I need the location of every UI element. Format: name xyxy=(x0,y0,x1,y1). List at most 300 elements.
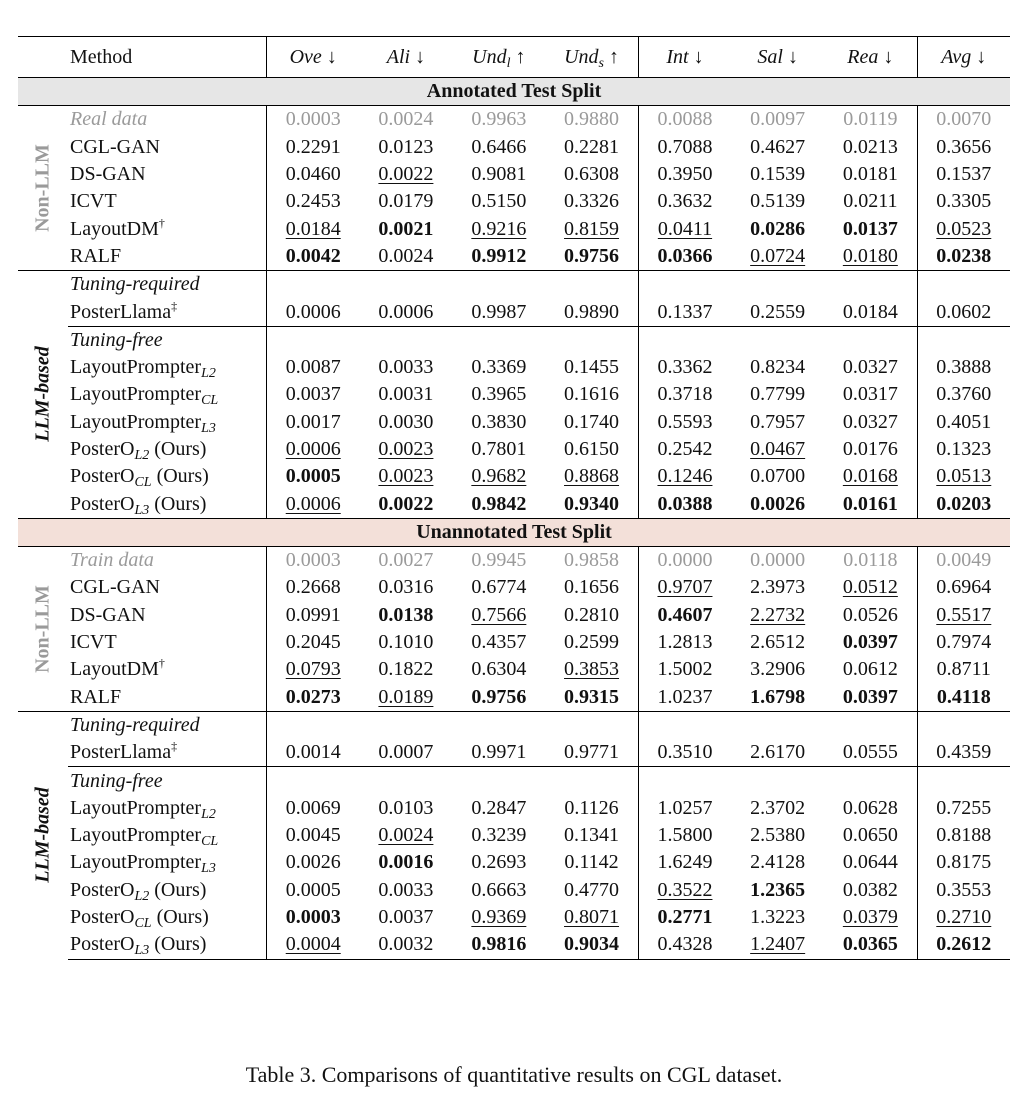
value-cell xyxy=(731,739,824,767)
value: 0.6304 xyxy=(471,658,527,681)
value-cell xyxy=(824,215,917,242)
value-cell xyxy=(731,849,824,876)
value: 0.0097 xyxy=(750,108,806,131)
value: 0.9945 xyxy=(471,549,527,572)
metric-name: Avg xyxy=(941,45,972,68)
method-subscript: L2 xyxy=(134,888,150,904)
value: 0.0000 xyxy=(750,549,806,572)
value: 0.4328 xyxy=(657,933,713,956)
method-name xyxy=(68,188,267,215)
value-cell xyxy=(545,822,638,849)
value-cell xyxy=(824,381,917,408)
empty-cell xyxy=(917,711,1010,739)
value: 0.4051 xyxy=(936,410,992,433)
value-cell xyxy=(917,629,1010,656)
value-cell xyxy=(917,298,1010,326)
method-suffix: (Ours) xyxy=(151,906,209,929)
empty-cell xyxy=(731,326,824,354)
value: 0.1323 xyxy=(936,438,992,460)
method-label: PosterO xyxy=(70,492,135,515)
value: 0.0700 xyxy=(750,465,806,488)
method-name xyxy=(68,490,267,518)
method-subscript: L2 xyxy=(134,448,150,463)
value: 0.0037 xyxy=(285,383,341,406)
empty-cell xyxy=(359,767,452,795)
value: 0.0087 xyxy=(285,356,341,379)
value: 0.0273 xyxy=(285,685,341,708)
value-cell xyxy=(731,574,824,601)
method-label: Train data xyxy=(70,549,154,572)
value: 0.3888 xyxy=(936,356,992,379)
value-cell xyxy=(359,822,452,849)
method-label: LayoutPrompter xyxy=(70,796,202,819)
value-cell xyxy=(545,354,638,381)
value-cell xyxy=(545,436,638,463)
value-cell xyxy=(545,849,638,876)
table-row xyxy=(18,463,1010,490)
value: 0.0189 xyxy=(378,685,434,708)
value: 0.1010 xyxy=(378,631,434,654)
value: 0.2045 xyxy=(285,631,341,654)
value: 1.0257 xyxy=(657,796,713,819)
value: 0.9340 xyxy=(564,492,620,515)
empty-cell xyxy=(638,711,731,739)
value: 0.1142 xyxy=(564,851,619,874)
value: 0.6964 xyxy=(936,576,992,599)
metric-arrow: ↓ xyxy=(787,45,798,68)
value: 0.3553 xyxy=(936,878,992,901)
value: 1.3223 xyxy=(750,906,806,929)
value: 0.0014 xyxy=(285,741,341,764)
split-title-row xyxy=(18,78,1010,106)
value-cell xyxy=(731,629,824,656)
value-cell xyxy=(917,490,1010,518)
value: 0.4607 xyxy=(657,603,713,626)
value-cell xyxy=(545,877,638,904)
empty-cell xyxy=(917,271,1010,299)
value: 0.1337 xyxy=(657,300,713,323)
value: 0.0650 xyxy=(842,824,898,847)
value-cell xyxy=(452,215,545,242)
value: 0.0316 xyxy=(378,576,434,599)
value: 0.9890 xyxy=(564,300,620,323)
value: 0.1537 xyxy=(936,163,992,186)
table-row xyxy=(18,409,1010,436)
empty-cell xyxy=(638,326,731,354)
table-row xyxy=(18,795,1010,822)
value: 0.0005 xyxy=(285,878,341,901)
value-cell xyxy=(638,188,731,215)
header-group-spacer xyxy=(18,37,68,78)
value: 0.0644 xyxy=(842,851,898,874)
value: 1.2407 xyxy=(750,933,806,956)
value-cell xyxy=(267,904,360,931)
value: 0.3656 xyxy=(936,135,992,158)
header-metric-6 xyxy=(824,37,917,78)
method-subscript: CL xyxy=(201,393,219,409)
value-cell xyxy=(452,849,545,876)
value-cell xyxy=(545,463,638,490)
value-cell xyxy=(267,381,360,408)
value-cell xyxy=(267,490,360,518)
value: 0.0397 xyxy=(842,685,898,708)
value-cell xyxy=(638,602,731,629)
method-label: RALF xyxy=(70,685,122,708)
value-cell xyxy=(452,629,545,656)
empty-cell xyxy=(824,711,917,739)
value-cell xyxy=(731,161,824,188)
value-cell xyxy=(824,436,917,463)
value-cell xyxy=(824,822,917,849)
value-cell xyxy=(824,490,917,518)
value: 0.3718 xyxy=(657,383,713,406)
table-row xyxy=(18,188,1010,215)
value-cell xyxy=(917,904,1010,931)
value-cell xyxy=(452,822,545,849)
value-cell xyxy=(359,602,452,629)
value: 0.3522 xyxy=(657,878,713,901)
value: 0.0526 xyxy=(842,603,898,626)
method-name xyxy=(68,243,267,271)
value: 0.0379 xyxy=(842,906,898,929)
empty-cell xyxy=(452,767,545,795)
empty-cell xyxy=(545,271,638,299)
value: 0.0088 xyxy=(657,108,713,131)
value: 0.3632 xyxy=(657,190,713,213)
value: 0.2599 xyxy=(564,631,620,654)
value-cell xyxy=(267,822,360,849)
value: 2.3973 xyxy=(750,576,806,599)
method-label: LayoutPrompter xyxy=(70,824,202,847)
value-cell xyxy=(917,656,1010,683)
method-subscript: L3 xyxy=(134,943,150,959)
metric-name: Sal xyxy=(757,45,783,68)
value-cell xyxy=(638,795,731,822)
value-cell xyxy=(638,409,731,436)
value: 0.0049 xyxy=(936,549,992,572)
table-row xyxy=(18,602,1010,629)
value-cell xyxy=(638,656,731,683)
reference-row xyxy=(18,106,1010,134)
value: 0.2847 xyxy=(471,796,527,819)
value-cell xyxy=(731,822,824,849)
table-row xyxy=(18,904,1010,931)
empty-cell xyxy=(638,767,731,795)
value-cell xyxy=(731,381,824,408)
method-superscript: ‡ xyxy=(171,298,178,313)
value: 0.2453 xyxy=(285,190,341,213)
value: 0.0211 xyxy=(843,190,898,213)
value: 0.6663 xyxy=(471,878,527,901)
value-cell xyxy=(359,574,452,601)
value: 0.0628 xyxy=(842,796,898,819)
value-cell xyxy=(545,298,638,326)
value: 0.0003 xyxy=(285,108,341,131)
value-cell xyxy=(731,188,824,215)
method-name xyxy=(68,739,267,767)
method-label: DS-GAN xyxy=(70,163,146,186)
value-cell xyxy=(452,106,545,134)
table-header xyxy=(18,37,1010,78)
value-cell xyxy=(731,298,824,326)
value: 0.6466 xyxy=(471,135,527,158)
value: 0.9771 xyxy=(564,741,620,764)
method-name xyxy=(68,931,267,959)
value-cell xyxy=(267,877,360,904)
value-cell xyxy=(267,602,360,629)
method-label: LayoutPrompter xyxy=(70,383,202,406)
value: 0.9963 xyxy=(471,108,527,131)
value: 0.0023 xyxy=(378,465,434,488)
subgroup-label: Tuning-free xyxy=(68,326,267,354)
value: 0.8188 xyxy=(936,824,992,847)
value: 2.5380 xyxy=(750,824,806,847)
value-cell xyxy=(452,243,545,271)
value-cell xyxy=(731,684,824,712)
value-cell xyxy=(824,629,917,656)
value: 0.1822 xyxy=(378,658,434,681)
method-name xyxy=(68,547,267,575)
metric-arrow: ↓ xyxy=(883,45,894,68)
value: 0.8175 xyxy=(936,851,992,874)
value-cell xyxy=(917,215,1010,242)
group-label: Non-LLM xyxy=(31,144,54,233)
value: 0.3369 xyxy=(471,356,527,379)
value-cell xyxy=(359,849,452,876)
value-cell xyxy=(917,602,1010,629)
value-cell xyxy=(731,134,824,161)
table-row xyxy=(18,436,1010,463)
value: 0.9216 xyxy=(471,217,527,240)
method-name xyxy=(68,684,267,712)
value-cell xyxy=(359,106,452,134)
value-cell xyxy=(917,547,1010,575)
value-cell xyxy=(824,795,917,822)
value: 0.9756 xyxy=(471,685,527,708)
value-cell xyxy=(731,877,824,904)
value: 0.4118 xyxy=(936,685,991,708)
value-cell xyxy=(267,547,360,575)
value-cell xyxy=(824,547,917,575)
value: 0.9816 xyxy=(471,933,527,956)
value: 0.3305 xyxy=(936,190,992,213)
value: 0.9034 xyxy=(564,933,620,956)
value-cell xyxy=(824,243,917,271)
value-cell xyxy=(267,298,360,326)
value: 0.3950 xyxy=(657,163,713,186)
header-metric-1 xyxy=(359,37,452,78)
value-cell xyxy=(638,381,731,408)
value-cell xyxy=(638,106,731,134)
method-name xyxy=(68,463,267,490)
value-cell xyxy=(359,684,452,712)
value-cell xyxy=(824,904,917,931)
value-cell xyxy=(638,574,731,601)
value: 0.7566 xyxy=(471,603,527,626)
value-cell xyxy=(452,547,545,575)
value-cell xyxy=(452,436,545,463)
method-superscript: ‡ xyxy=(171,739,178,754)
table-row xyxy=(18,822,1010,849)
value-cell xyxy=(267,795,360,822)
value: 0.3239 xyxy=(471,824,527,847)
value: 0.0203 xyxy=(936,492,992,515)
value: 2.3702 xyxy=(750,796,806,819)
value-cell xyxy=(545,215,638,242)
metric-name: Ove xyxy=(289,45,322,68)
empty-cell xyxy=(359,271,452,299)
table-row xyxy=(18,298,1010,326)
value: 0.1656 xyxy=(564,576,620,599)
empty-cell xyxy=(452,271,545,299)
table-row xyxy=(18,684,1010,712)
method-name xyxy=(68,436,267,463)
metric-arrow: ↓ xyxy=(415,45,426,68)
value: 0.0123 xyxy=(378,135,434,158)
method-label: CGL-GAN xyxy=(70,576,160,599)
value: 2.6170 xyxy=(750,741,806,764)
value-cell xyxy=(452,795,545,822)
results-table xyxy=(18,36,1010,960)
value: 0.0388 xyxy=(657,492,713,515)
method-suffix: (Ours) xyxy=(149,492,207,515)
value-cell xyxy=(824,684,917,712)
value-cell xyxy=(638,436,731,463)
value-cell xyxy=(638,547,731,575)
value: 0.0184 xyxy=(842,300,898,323)
value-cell xyxy=(452,656,545,683)
method-name xyxy=(68,629,267,656)
method-name xyxy=(68,656,267,683)
value-cell xyxy=(731,656,824,683)
value-cell xyxy=(824,602,917,629)
value-cell xyxy=(267,739,360,767)
value-cell xyxy=(824,739,917,767)
value: 0.9369 xyxy=(471,906,527,929)
method-name xyxy=(68,409,267,436)
value-cell xyxy=(359,739,452,767)
value: 0.0042 xyxy=(285,244,341,267)
value: 0.5139 xyxy=(750,190,806,213)
empty-cell xyxy=(824,767,917,795)
value-cell xyxy=(545,739,638,767)
value-cell xyxy=(452,904,545,931)
subgroup-label: Tuning-free xyxy=(68,767,267,795)
value: 0.2810 xyxy=(564,603,620,626)
value: 0.4627 xyxy=(750,135,806,158)
value: 0.0030 xyxy=(378,410,434,433)
empty-cell xyxy=(731,767,824,795)
value: 0.0137 xyxy=(842,217,898,240)
value: 0.0103 xyxy=(378,796,434,819)
value: 0.8071 xyxy=(564,906,620,929)
method-label: PosterO xyxy=(70,906,135,929)
metric-name: Rea xyxy=(847,45,879,68)
value-cell xyxy=(731,490,824,518)
table-caption: Table 3. Comparisons of quantitative results on CGL dataset. xyxy=(245,1062,783,1087)
value-cell xyxy=(267,188,360,215)
value: 0.4357 xyxy=(471,631,527,654)
value-cell xyxy=(824,161,917,188)
value-cell xyxy=(824,877,917,904)
value: 0.2542 xyxy=(657,438,713,460)
value: 0.7799 xyxy=(750,383,806,406)
value-cell xyxy=(545,684,638,712)
value: 0.8711 xyxy=(936,658,991,681)
value-cell xyxy=(267,409,360,436)
group-label: LLM-based xyxy=(31,787,54,884)
group-label-cell xyxy=(18,271,68,519)
empty-cell xyxy=(824,326,917,354)
value-cell xyxy=(452,574,545,601)
table-row xyxy=(18,739,1010,767)
value-cell xyxy=(545,656,638,683)
metric-arrow: ↓ xyxy=(693,45,704,68)
value: 0.2612 xyxy=(936,933,992,956)
value-cell xyxy=(917,849,1010,876)
value: 0.1246 xyxy=(657,465,713,488)
value-cell xyxy=(917,381,1010,408)
value: 0.5517 xyxy=(936,603,992,626)
value-cell xyxy=(638,739,731,767)
value-cell xyxy=(638,215,731,242)
method-subscript: CL xyxy=(134,916,152,932)
value: 0.9842 xyxy=(471,492,527,515)
header-method: Method xyxy=(68,37,267,78)
value: 0.5593 xyxy=(657,410,713,433)
value: 1.2813 xyxy=(657,631,713,654)
value: 0.0184 xyxy=(285,217,341,240)
value-cell xyxy=(824,188,917,215)
value-cell xyxy=(267,463,360,490)
value: 0.1126 xyxy=(564,796,619,819)
method-suffix: (Ours) xyxy=(149,878,207,901)
method-suffix: (Ours) xyxy=(151,465,209,488)
value: 0.0119 xyxy=(843,108,898,131)
empty-cell xyxy=(545,326,638,354)
empty-cell xyxy=(824,271,917,299)
value: 0.0213 xyxy=(842,135,898,158)
value-cell xyxy=(359,161,452,188)
table-row xyxy=(18,161,1010,188)
value-cell xyxy=(267,161,360,188)
value: 0.0006 xyxy=(285,438,341,460)
value-cell xyxy=(452,381,545,408)
value-cell xyxy=(267,215,360,242)
value-cell xyxy=(452,602,545,629)
value-cell xyxy=(917,106,1010,134)
value-cell xyxy=(638,877,731,904)
value-cell xyxy=(824,134,917,161)
value: 3.2906 xyxy=(750,658,806,681)
value: 0.0005 xyxy=(285,465,341,488)
value-cell xyxy=(359,215,452,242)
method-label: ICVT xyxy=(70,190,117,213)
value: 0.6308 xyxy=(564,163,620,186)
table-row xyxy=(18,931,1010,959)
empty-cell xyxy=(267,326,360,354)
empty-cell xyxy=(359,711,452,739)
value-cell xyxy=(731,243,824,271)
value-cell xyxy=(731,795,824,822)
value: 0.0180 xyxy=(842,244,898,267)
value-cell xyxy=(359,547,452,575)
value: 0.0021 xyxy=(378,217,434,240)
empty-cell xyxy=(731,271,824,299)
value-cell xyxy=(452,931,545,959)
value: 0.0793 xyxy=(285,658,341,681)
value-cell xyxy=(917,739,1010,767)
